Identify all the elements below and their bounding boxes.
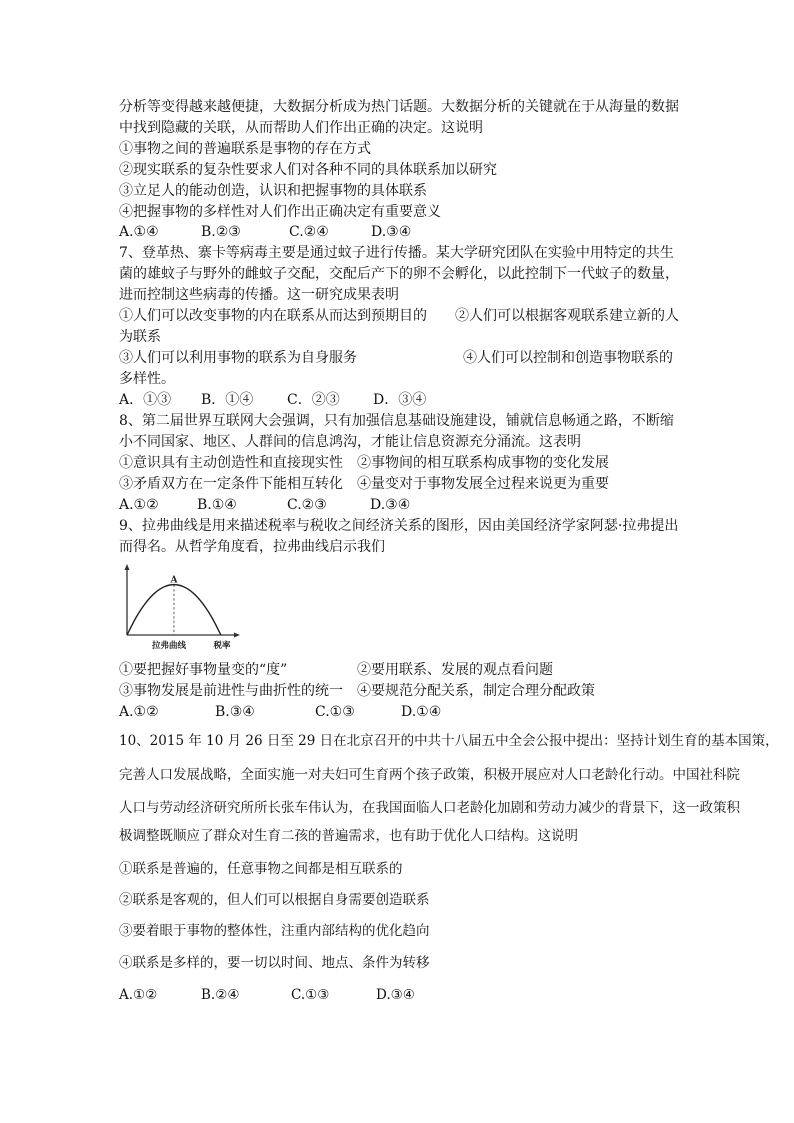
q7-statement-2: ②人们可以根据客观联系建立新的人 [455,308,679,324]
q6-option-b[interactable]: B.②③ [201,224,241,240]
q10-statement-1: ①联系是普遍的，任意事物之间都是相互联系的 [119,861,403,877]
q6-stem-line-2: 中找到隐藏的关联，从而帮助人们作出正确的决定。这说明 [119,120,483,136]
q9-statement-1: ①要把握好事物量变的“度” [119,662,288,678]
q8-option-d[interactable]: D.③④ [370,497,411,513]
chart-curve-label: 拉弗曲线 [151,641,187,651]
q6-stem-line-1: 分析等变得越来越便捷，大数据分析成为热门话题。大数据分析的关键就在于从海量的数据 [119,99,679,115]
q8-option-c[interactable]: C.②③ [287,497,327,513]
q6-statement-3: ③立足人的能动创造，认识和把握事物的具体联系 [119,183,427,199]
q10-statement-2: ②联系是客观的，但人们可以根据自身需要创造联系 [119,892,430,908]
q9-options [119,702,599,722]
q8-statement-4: ④量变对于事物发展全过程来说更为重要 [357,476,609,492]
q10-statement-4: ④联系是多样的，要一切以时间、地点、条件为转移 [119,955,430,971]
q7-stem-line-3: 进而控制这些病毒的传播。这一研究成果表明 [119,287,399,303]
q6-statement-2: ②现实联系的复杂性要求人们对各种不同的具体联系加以研究 [119,162,497,178]
q10-option-d[interactable]: D.③④ [376,987,415,1003]
q10-option-b[interactable]: B.②④ [201,987,240,1003]
q10-stem-line-3: 人口与劳动经济研究所所长张车伟认为，在我国面临人口老龄化加剧和劳动力减少的背景下，这一政策积 [119,800,740,816]
q7-option-c[interactable]: C．②③ [287,392,340,408]
q9-statements-row-1 [119,660,699,680]
q9-option-d[interactable]: D.①④ [401,704,442,720]
q7-option-a[interactable]: A．①③ [119,392,172,408]
q6-options [119,222,599,242]
q8-option-a[interactable]: A.①② [119,497,159,513]
q8-statements-row-1 [119,453,699,473]
q8-stem-line-2: 小不同国家、地区、人群间的信息鸿沟，才能让信息资源充分涌流。这表明 [119,434,581,450]
q9-statement-3: ③事物发展是前进性与曲折性的统一 [119,683,343,699]
q10-stem-line-1: 10、2015 年 10 月 26 日至 29 日在北京召开的中共十八届五中全会公报中提出：坚持计划生育的基本国策， [119,733,779,749]
q9-stem-line-1: 9、拉弗曲线是用来描述税率与税收之间经济关系的图形，因由美国经济学家阿瑟·拉弗提出 [119,518,679,534]
q9-option-b[interactable]: B.③④ [215,704,255,720]
q9-statement-4: ④要规范分配关系，制定合理分配政策 [357,683,595,699]
q9-stem-line-2: 而得名。从哲学角度看，拉弗曲线启示我们 [119,539,385,555]
laffer-curve-chart [119,563,241,653]
chart-x-axis-label: 税率 [213,641,231,651]
q7-stem-line-2: 菌的雄蚊子与野外的雌蚊子交配，交配后产下的卵不会孵化，以此控制下一代蚊子的数量， [119,266,679,282]
q7-statement-3: ③人们可以利用事物的联系为自身服务 [119,350,357,366]
q9-option-a[interactable]: A.①② [119,704,159,720]
q10-options [119,985,599,1005]
q10-statement-3: ③要着眼于事物的整体性，注重内部结构的优化趋向 [119,923,430,939]
q7-options [119,390,599,410]
chart-x-axis-arrow [234,633,240,638]
q10-stem-line-2: 完善人口发展战略，全面实施一对夫妇可生育两个孩子政策，积极开展应对人口老龄化行动。中国社科院 [119,767,740,783]
q8-statement-3: ③矛盾双方在一定条件下能相互转化 [119,476,343,492]
q6-option-a[interactable]: A.①④ [119,224,159,240]
q6-option-c[interactable]: C.②④ [289,224,329,240]
q7-statements-row-2 [119,348,699,368]
q8-stem-line-1: 8、第二届世界互联网大会强调，只有加强信息基础设施建设，铺就信息畅通之路，不断缩 [119,413,674,429]
q7-option-b[interactable]: B．①④ [201,392,254,408]
chart-peak-label: A [170,575,178,586]
q7-statement-2-cont: 为联系 [119,329,161,345]
q6-statement-4: ④把握事物的多样性对人们作出正确决定有重要意义 [119,204,441,220]
q6-option-d[interactable]: D.③④ [371,224,412,240]
q7-stem-line-1: 7、登革热、寨卡等病毒主要是通过蚊子进行传播。某大学研究团队在实验中用特定的共生 [119,245,674,261]
q7-statement-4: ④人们可以控制和创造事物联系的 [463,350,673,366]
q10-option-a[interactable]: A.①② [119,987,158,1003]
q9-option-c[interactable]: C.①③ [315,704,355,720]
q8-options [119,495,599,515]
q7-option-d[interactable]: D．③④ [373,392,427,408]
q10-option-c[interactable]: C.①③ [291,987,330,1003]
q8-statement-2: ②事物间的相互联系构成事物的变化发展 [357,455,609,471]
q8-statement-1: ①意识具有主动创造性和直接现实性 [119,455,343,471]
chart-y-axis-arrow [125,564,130,570]
q6-statement-1: ①事物之间的普遍联系是事物的存在方式 [119,141,371,157]
q9-statement-2: ②要用联系、发展的观点看问题 [357,662,553,678]
q7-statements-row-1 [119,306,699,326]
q8-option-b[interactable]: B.①④ [197,497,237,513]
q8-statements-row-2 [119,474,699,494]
q10-stem-line-4: 极调整既顺应了群众对生育二孩的普遍需求，也有助于优化人口结构。这说明 [119,828,578,844]
q7-statement-1: ①人们可以改变事物的内在联系从而达到预期目的 [119,308,427,324]
q7-statement-4-cont: 多样性。 [119,371,175,387]
q9-statements-row-2 [119,681,699,701]
